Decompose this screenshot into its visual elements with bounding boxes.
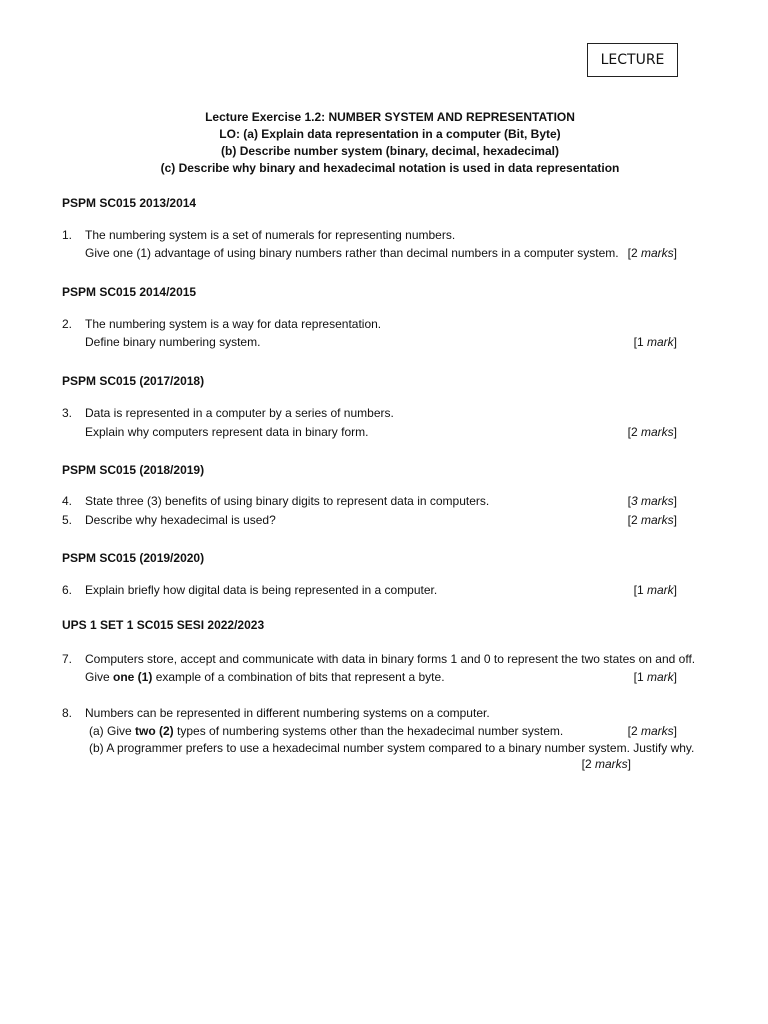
marks-word: marks <box>594 757 628 771</box>
marks-word: mark <box>646 335 674 349</box>
marks-post: ] <box>673 425 677 439</box>
marks-post: ] <box>673 513 677 527</box>
marks-label <box>628 424 677 440</box>
marks-post: ] <box>627 757 631 771</box>
marks-pre: [2 <box>627 425 641 439</box>
lo-a: LO: (a) Explain data representation in a computer (Bit, Byte) <box>219 127 561 141</box>
marks-pre: [2 <box>581 757 595 771</box>
section-heading: PSPM SC015 2014/2015 <box>62 285 197 299</box>
emphasis: two (2) <box>135 724 174 738</box>
question-number: 8. <box>62 706 73 720</box>
exercise-title: Lecture Exercise 1.2: NUMBER SYSTEM AND REPRESENTATION <box>205 110 575 124</box>
question-text: The numbering system is a set of numerals for representing numbers. <box>85 228 456 242</box>
emphasis: one (1) <box>113 670 153 684</box>
marks-label <box>628 723 677 739</box>
marks-word: mark <box>646 583 674 597</box>
question-text <box>85 669 445 685</box>
marks-label <box>634 582 677 598</box>
exercise-header <box>0 109 768 177</box>
marks-word: 3 marks <box>630 494 674 508</box>
text-run: example of a combination of bits that represent a byte. <box>152 670 445 684</box>
marks-label <box>628 512 677 528</box>
lo-c: (c) Describe why binary and hexadecimal notation is used in data representation <box>160 161 620 175</box>
marks-word: marks <box>640 513 674 527</box>
marks-label <box>634 334 677 350</box>
marks-post: ] <box>673 724 677 738</box>
marks-post: ] <box>673 494 677 508</box>
question-text: Computers store, accept and communicate with data in binary forms 1 and 0 to represent the two states on and off. <box>85 652 696 666</box>
marks-post: ] <box>673 583 677 597</box>
section-heading: PSPM SC015 (2017/2018) <box>62 374 205 388</box>
question-text: Describe why hexadecimal is used? <box>85 513 276 527</box>
question-text: The numbering system is a way for data representation. <box>85 317 382 331</box>
question-number: 6. <box>62 583 73 597</box>
marks-label <box>628 245 677 261</box>
question-number: 3. <box>62 406 73 420</box>
question-part-b: (b) A programmer prefers to use a hexadecimal number system compared to a binary number system. Justify why. <box>89 741 695 755</box>
question-part-a <box>89 723 563 739</box>
question-number: 5. <box>62 513 73 527</box>
marks-pre: [1 <box>633 583 647 597</box>
section-heading: PSPM SC015 (2019/2020) <box>62 551 205 565</box>
question-text: State three (3) benefits of using binary digits to represent data in computers. <box>85 494 490 508</box>
section-heading: PSPM SC015 2013/2014 <box>62 196 197 210</box>
question-text: Explain why computers represent data in binary form. <box>85 425 369 439</box>
marks-word: marks <box>640 425 674 439</box>
lo-b: (b) Describe number system (binary, decimal, hexadecimal) <box>221 144 559 158</box>
question-number: 4. <box>62 494 73 508</box>
marks-label <box>628 493 677 509</box>
lecture-badge-label: LECTURE <box>600 52 665 68</box>
marks-pre: [ <box>627 494 631 508</box>
question-number: 1. <box>62 228 73 242</box>
question-text: Data is represented in a computer by a series of numbers. <box>85 406 394 420</box>
marks-post: ] <box>673 670 677 684</box>
marks-label <box>634 669 677 685</box>
marks-word: mark <box>646 670 674 684</box>
text-run: Give <box>85 670 114 684</box>
marks-pre: [2 <box>627 724 641 738</box>
section-heading: PSPM SC015 (2018/2019) <box>62 463 205 477</box>
marks-pre: [1 <box>633 670 647 684</box>
marks-label <box>582 756 631 772</box>
question-text: Give one (1) advantage of using binary numbers rather than decimal numbers in a computer system. <box>85 246 619 260</box>
marks-pre: [1 <box>633 335 647 349</box>
question-text: Define binary numbering system. <box>85 335 261 349</box>
text-run: types of numbering systems other than the hexadecimal number system. <box>173 724 564 738</box>
question-number: 2. <box>62 317 73 331</box>
question-text: Explain briefly how digital data is being represented in a computer. <box>85 583 438 597</box>
text-run: (a) Give <box>89 724 136 738</box>
question-text: Numbers can be represented in different numbering systems on a computer. <box>85 706 490 720</box>
question-number: 7. <box>62 652 73 666</box>
marks-post: ] <box>673 335 677 349</box>
marks-pre: [2 <box>627 246 641 260</box>
lecture-badge <box>587 43 678 77</box>
section-heading: UPS 1 SET 1 SC015 SESI 2022/2023 <box>62 618 265 632</box>
marks-pre: [2 <box>627 513 641 527</box>
marks-word: marks <box>640 724 674 738</box>
marks-post: ] <box>673 246 677 260</box>
marks-word: marks <box>640 246 674 260</box>
